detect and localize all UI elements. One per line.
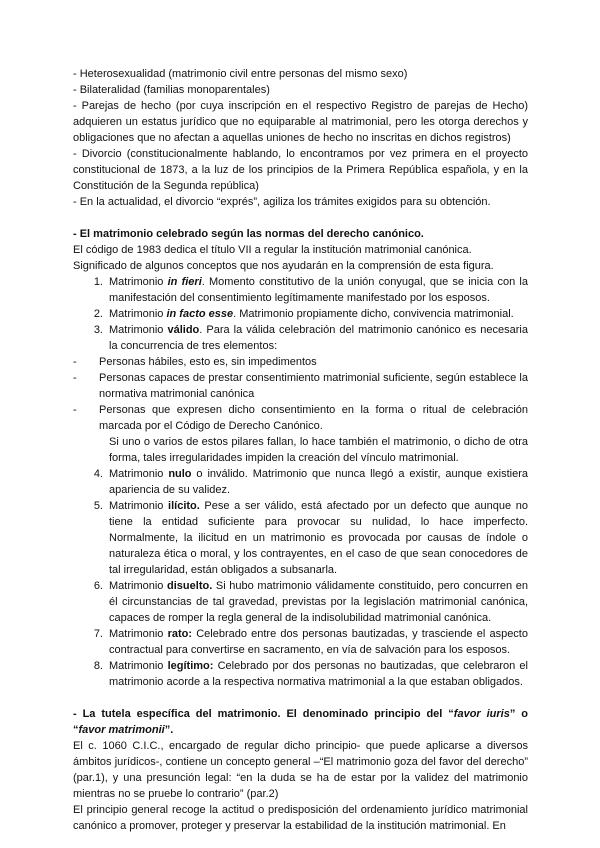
- list-item: 1. Matrimonio in fieri. Momento constitutivo de la unión conyugal, que se inicia con la manifestación del consentimiento legítimamente manifestado por los esposos.: [93, 276, 528, 304]
- section-heading: - La tutela específica del matrimonio. El denominado principio del “favor iuris” o “favor matrimonii”.: [73, 708, 529, 736]
- section-heading: - El matrimonio celebrado según las normas del derecho canónico.: [73, 228, 424, 240]
- paragraph: El c. 1060 C.I.C., encargado de regular dicho principio- que puede aplicarse a diversos ámbitos jurídicos-, contiene un concepto general –“El matrimonio goza del favor del derecho” (par.1), y una presunción legal: “en la duda se ha de estar por la validez del matrimonio mientras no se pruebe lo contrario” (par.2): [73, 740, 528, 800]
- list-item: 8. Matrimonio legítimo: Celebrado por dos personas no bautizadas, que celebraron el matrimonio acorde a la respectiva normativa matrimonial a la que estaban obligados.: [93, 660, 528, 688]
- paragraph: Significado de algunos conceptos que nos ayudarán en la comprensión de esta figura.: [73, 260, 494, 272]
- list-item: 2. Matrimonio in facto esse. Matrimonio propiamente dicho, convivencia matrimonial.: [93, 308, 514, 320]
- dash-continuation: Si uno o varios de estos pilares fallan, lo hace también el matrimonio, o dicho de otra forma, tales irregularidades impiden la creación del vínculo matrimonial.: [109, 436, 528, 464]
- intro-line: - Bilateralidad (familias monoparentales): [73, 84, 270, 96]
- paragraph: El principio general recoge la actitud o predisposición del ordenamiento jurídico matrimonial canónico a promover, proteger y preservar la estabilidad de la institución matrimonial. En: [73, 804, 528, 832]
- list-item: 6. Matrimonio disuelto. Si hubo matrimonio válidamente constituido, pero concurren en él circunstancias de tal gravedad, previstas por la legislación matrimonial canónica, capaces de romper la regla general de la indisolubilidad matrimonial canónica.: [93, 580, 528, 624]
- intro-line: - Heterosexualidad (matrimonio civil entre personas del mismo sexo): [73, 68, 408, 80]
- list-item: 7. Matrimonio rato: Celebrado entre dos personas bautizadas, y trasciende el aspecto contractual para convertirse en sacramento, en vía de salvación para los esposos.: [93, 628, 528, 656]
- intro-line: - En la actualidad, el divorcio “exprés”, agiliza los trámites exigidos para su obtención.: [73, 196, 491, 208]
- list-item: 3. Matrimonio válido. Para la válida celebración del matrimonio canónico es necesaria la concurrencia de tres elementos:: [93, 324, 528, 352]
- paragraph: El código de 1983 dedica el título VII a regular la institución matrimonial canónica.: [73, 244, 472, 256]
- intro-line: - Divorcio (constitucionalmente hablando, lo encontramos por vez primera en el proyecto constitucional de 1873, a la luz de los principios de la Primera República española, y en la Constitución de la Segunda república): [73, 148, 528, 192]
- dash-item: - Personas que expresen dicho consentimiento en la forma o ritual de celebración marcada por el Código de Derecho Canónico.: [73, 404, 528, 432]
- document-page: [73, 66, 528, 834]
- list-item: 4. Matrimonio nulo o inválido. Matrimonio que nunca llegó a existir, aunque existiera apariencia de su validez.: [93, 468, 528, 496]
- intro-line: - Parejas de hecho (por cuya inscripción en el respectivo Registro de parejas de Hecho) adquieren un estatus jurídico que no equiparable al matrimonial, pero les otorga derechos y obligaciones que no afectan a aquellas uniones de hecho no inscritas en dichos registros): [73, 100, 528, 144]
- dash-item: - Personas hábiles, esto es, sin impedimentos: [73, 356, 317, 368]
- dash-item: - Personas capaces de prestar consentimiento matrimonial suficiente, según establece la normativa matrimonial canónica: [73, 372, 528, 400]
- list-item: 5. Matrimonio ilícito. Pese a ser válido, está afectado por un defecto que aunque no tiene la entidad suficiente para provocar su nulidad, lo hace imperfecto. Normalmente, la ilicitud en un matrimonio es provocada por causas de índole o naturaleza ética o moral, y los contrayentes, en el caso de que sean conocedores de tal irregularidad, están obligados a subsanarla.: [93, 500, 528, 576]
